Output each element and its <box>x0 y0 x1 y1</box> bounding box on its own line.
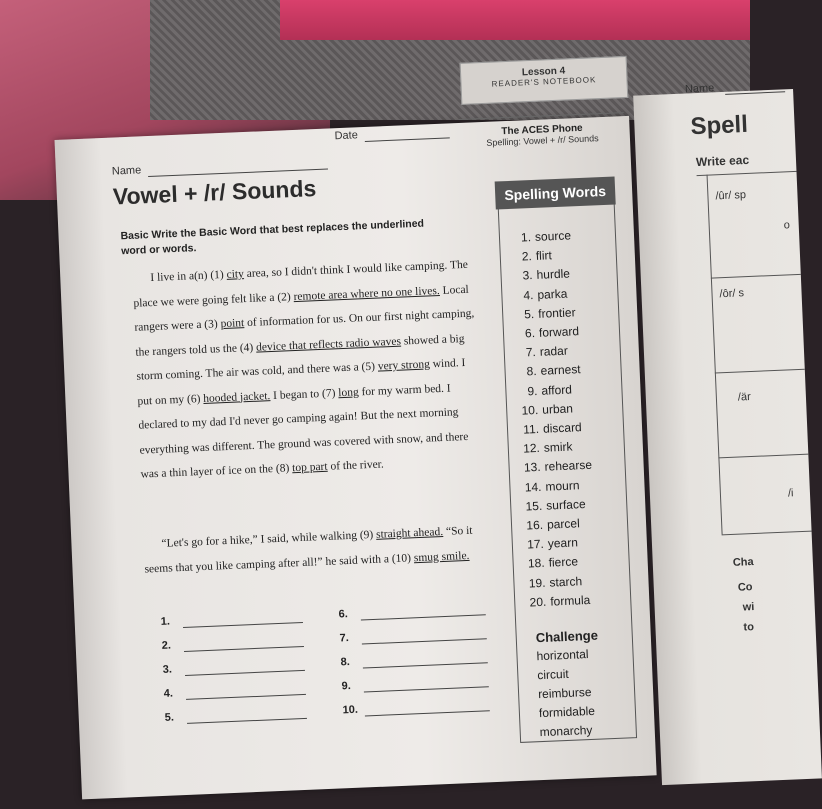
table-cell: o <box>783 219 791 232</box>
passage-text: “Let's go for a hike,” I said, while walking (9) <box>161 528 374 550</box>
spelling-word: mourn <box>545 477 580 494</box>
passage-text: I live in a(n) (1) <box>150 268 225 285</box>
col-header: /i <box>787 487 794 500</box>
underlined-8: top part <box>291 460 328 475</box>
underlined-3: point <box>220 317 245 331</box>
directions-text: Write the Basic Word that best replaces the underlined word or words. <box>120 217 425 258</box>
right-name-label: Name <box>684 82 715 96</box>
spelling-word: discard <box>542 420 582 436</box>
challenge-word: circuit <box>537 666 569 683</box>
right-text-fragment: wi <box>742 601 755 614</box>
passage-text: “So it seems that you like camping after all!” he said with a (10) <box>144 524 473 576</box>
spelling-word-number: 3. <box>522 268 533 283</box>
passage-text: for my warm bed. I declared to my dad I'd never go camping again! But the next morning everything was different. The ground was covered with snow, and there was a thin layer of ice on the (8) <box>138 382 469 481</box>
passage-text: of the river. <box>330 458 384 473</box>
col-header: /ôr/ s <box>719 287 745 301</box>
fabric-pink-top <box>280 0 750 40</box>
spelling-word: starch <box>549 573 583 590</box>
spelling-word-number: 19. <box>528 575 546 591</box>
spelling-word-number: 18. <box>527 556 545 571</box>
spelling-word: parcel <box>546 516 581 532</box>
spelling-word: smirk <box>543 439 573 455</box>
answer-number: 1. <box>160 615 171 628</box>
spelling-word: radar <box>539 343 569 360</box>
challenge-word: monarchy <box>539 722 593 740</box>
spelling-word: forward <box>538 324 580 340</box>
answer-number: 9. <box>341 680 352 693</box>
underlined-6: hooded jacket. <box>203 389 271 405</box>
spelling-word-item <box>509 322 587 344</box>
spelling-word: fierce <box>548 554 579 571</box>
selection-subtitle: Spelling: Vowel + /r/ Sounds <box>486 133 599 148</box>
spelling-word-item <box>514 456 592 478</box>
passage-text: showed a big storm coming. The air was cold, and there was a (5) <box>136 332 465 383</box>
spelling-word: formula <box>549 592 591 609</box>
answer-line-6[interactable] <box>361 614 486 620</box>
challenge-list <box>536 645 602 743</box>
name-label: Name <box>111 164 142 178</box>
lesson-label: Lesson 4 <box>521 65 566 79</box>
spelling-word-number: 9. <box>527 383 538 398</box>
answer-number: 4. <box>163 687 174 700</box>
directions-label: Basic <box>120 229 149 243</box>
col-header: /är <box>737 391 751 404</box>
answer-lines <box>153 602 508 737</box>
passage-text: I began to (7) <box>272 386 336 402</box>
spelling-word-number: 7. <box>525 345 537 360</box>
spelling-word-item <box>505 226 583 248</box>
underlined-1: city <box>226 268 245 281</box>
challenge-word: horizontal <box>536 647 589 664</box>
answer-number: 3. <box>162 663 173 676</box>
spelling-word: parka <box>537 286 568 302</box>
spelling-word-item <box>513 418 591 440</box>
spelling-word: earnest <box>540 362 581 379</box>
underlined-10: smug smile. <box>413 549 470 564</box>
right-text-fragment: to <box>743 621 755 634</box>
answer-line-5[interactable] <box>187 718 307 724</box>
col-header: /ûr/ sp <box>715 189 747 203</box>
spelling-word-item <box>510 360 588 382</box>
answer-number: 8. <box>340 656 351 669</box>
passage-paragraph-1 <box>132 252 486 487</box>
challenge-word: reimburse <box>537 684 592 702</box>
spelling-word-number: 13. <box>523 460 541 476</box>
spelling-words-heading: Spelling Words <box>495 177 616 210</box>
underlined-5: very strong <box>377 358 431 373</box>
spelling-word: afford <box>541 382 573 398</box>
challenge-heading: Challenge <box>535 627 599 646</box>
answer-line-3[interactable] <box>185 670 305 676</box>
passage-text: wind. I put on my (6) <box>137 356 466 408</box>
answer-line-9[interactable] <box>364 686 489 692</box>
spelling-word: frontier <box>537 305 576 321</box>
spelling-word-item <box>516 495 594 517</box>
spelling-word-number: 17. <box>526 537 545 552</box>
spelling-word: flirt <box>535 248 553 264</box>
date-label: Date <box>334 129 359 143</box>
answer-line-7[interactable] <box>362 638 487 644</box>
right-text-fragment: Cha <box>732 556 754 569</box>
passage-text: Local rangers were a (3) <box>134 283 469 334</box>
spelling-word-number: 4. <box>523 287 534 303</box>
right-text-fragment: Co <box>737 581 753 594</box>
answer-number: 6. <box>338 608 349 621</box>
answer-number: 2. <box>161 639 172 652</box>
passage-text: of information for us. On our first night camping, the rangers told us the (4) <box>135 307 475 359</box>
page-title: Vowel + /r/ Sounds <box>112 175 317 210</box>
spelling-word: urban <box>541 401 574 417</box>
spelling-word: rehearse <box>544 458 593 475</box>
spelling-word-number: 11. <box>522 421 540 437</box>
answer-line-2[interactable] <box>184 646 304 652</box>
spelling-word-number: 8. <box>526 364 537 379</box>
challenge-word: formidable <box>538 703 596 721</box>
underlined-9: straight ahead. <box>375 526 444 541</box>
passage-text: area, so I didn't think I would like camping. The place we were going felt like a (2) <box>133 258 469 310</box>
answer-number: 10. <box>342 703 359 717</box>
notebook-label: READER'S NOTEBOOK <box>491 75 597 89</box>
spelling-word: yearn <box>547 535 579 551</box>
spelling-word-item <box>520 590 598 612</box>
spelling-word-number: 6. <box>524 326 536 341</box>
underlined-7: long <box>338 385 359 399</box>
underlined-2: remote area where no one lives. <box>293 284 440 303</box>
answer-number: 7. <box>339 632 350 645</box>
spelling-word-number: 15. <box>525 498 543 514</box>
spelling-word-number: 10. <box>521 402 539 418</box>
workbook <box>52 51 794 780</box>
spelling-word-number: 5. <box>523 306 535 322</box>
answer-line-1[interactable] <box>183 622 303 628</box>
right-page-title: Spell <box>689 110 749 141</box>
answer-number: 5. <box>164 711 175 724</box>
spelling-word-number: 2. <box>521 249 533 264</box>
right-write-label: Write eac <box>695 152 750 170</box>
challenge-section <box>535 626 602 743</box>
answer-line-8[interactable] <box>363 662 488 668</box>
spelling-word: surface <box>545 496 586 513</box>
lesson-tab <box>460 56 629 105</box>
selection-title: The ACES Phone <box>501 122 583 138</box>
spelling-word: hurdle <box>536 266 571 283</box>
spelling-word-number: 1. <box>520 230 532 245</box>
underlined-4: device that reflects radio waves <box>255 335 402 354</box>
answer-line-4[interactable] <box>186 694 306 700</box>
spelling-word-number: 20. <box>529 594 547 610</box>
spelling-words-list <box>505 226 598 613</box>
spelling-word: source <box>534 228 572 244</box>
spelling-word-number: 12. <box>522 441 541 456</box>
answer-line-10[interactable] <box>365 710 490 716</box>
spelling-word-number: 16. <box>526 517 544 533</box>
spelling-word-number: 14. <box>524 479 542 495</box>
